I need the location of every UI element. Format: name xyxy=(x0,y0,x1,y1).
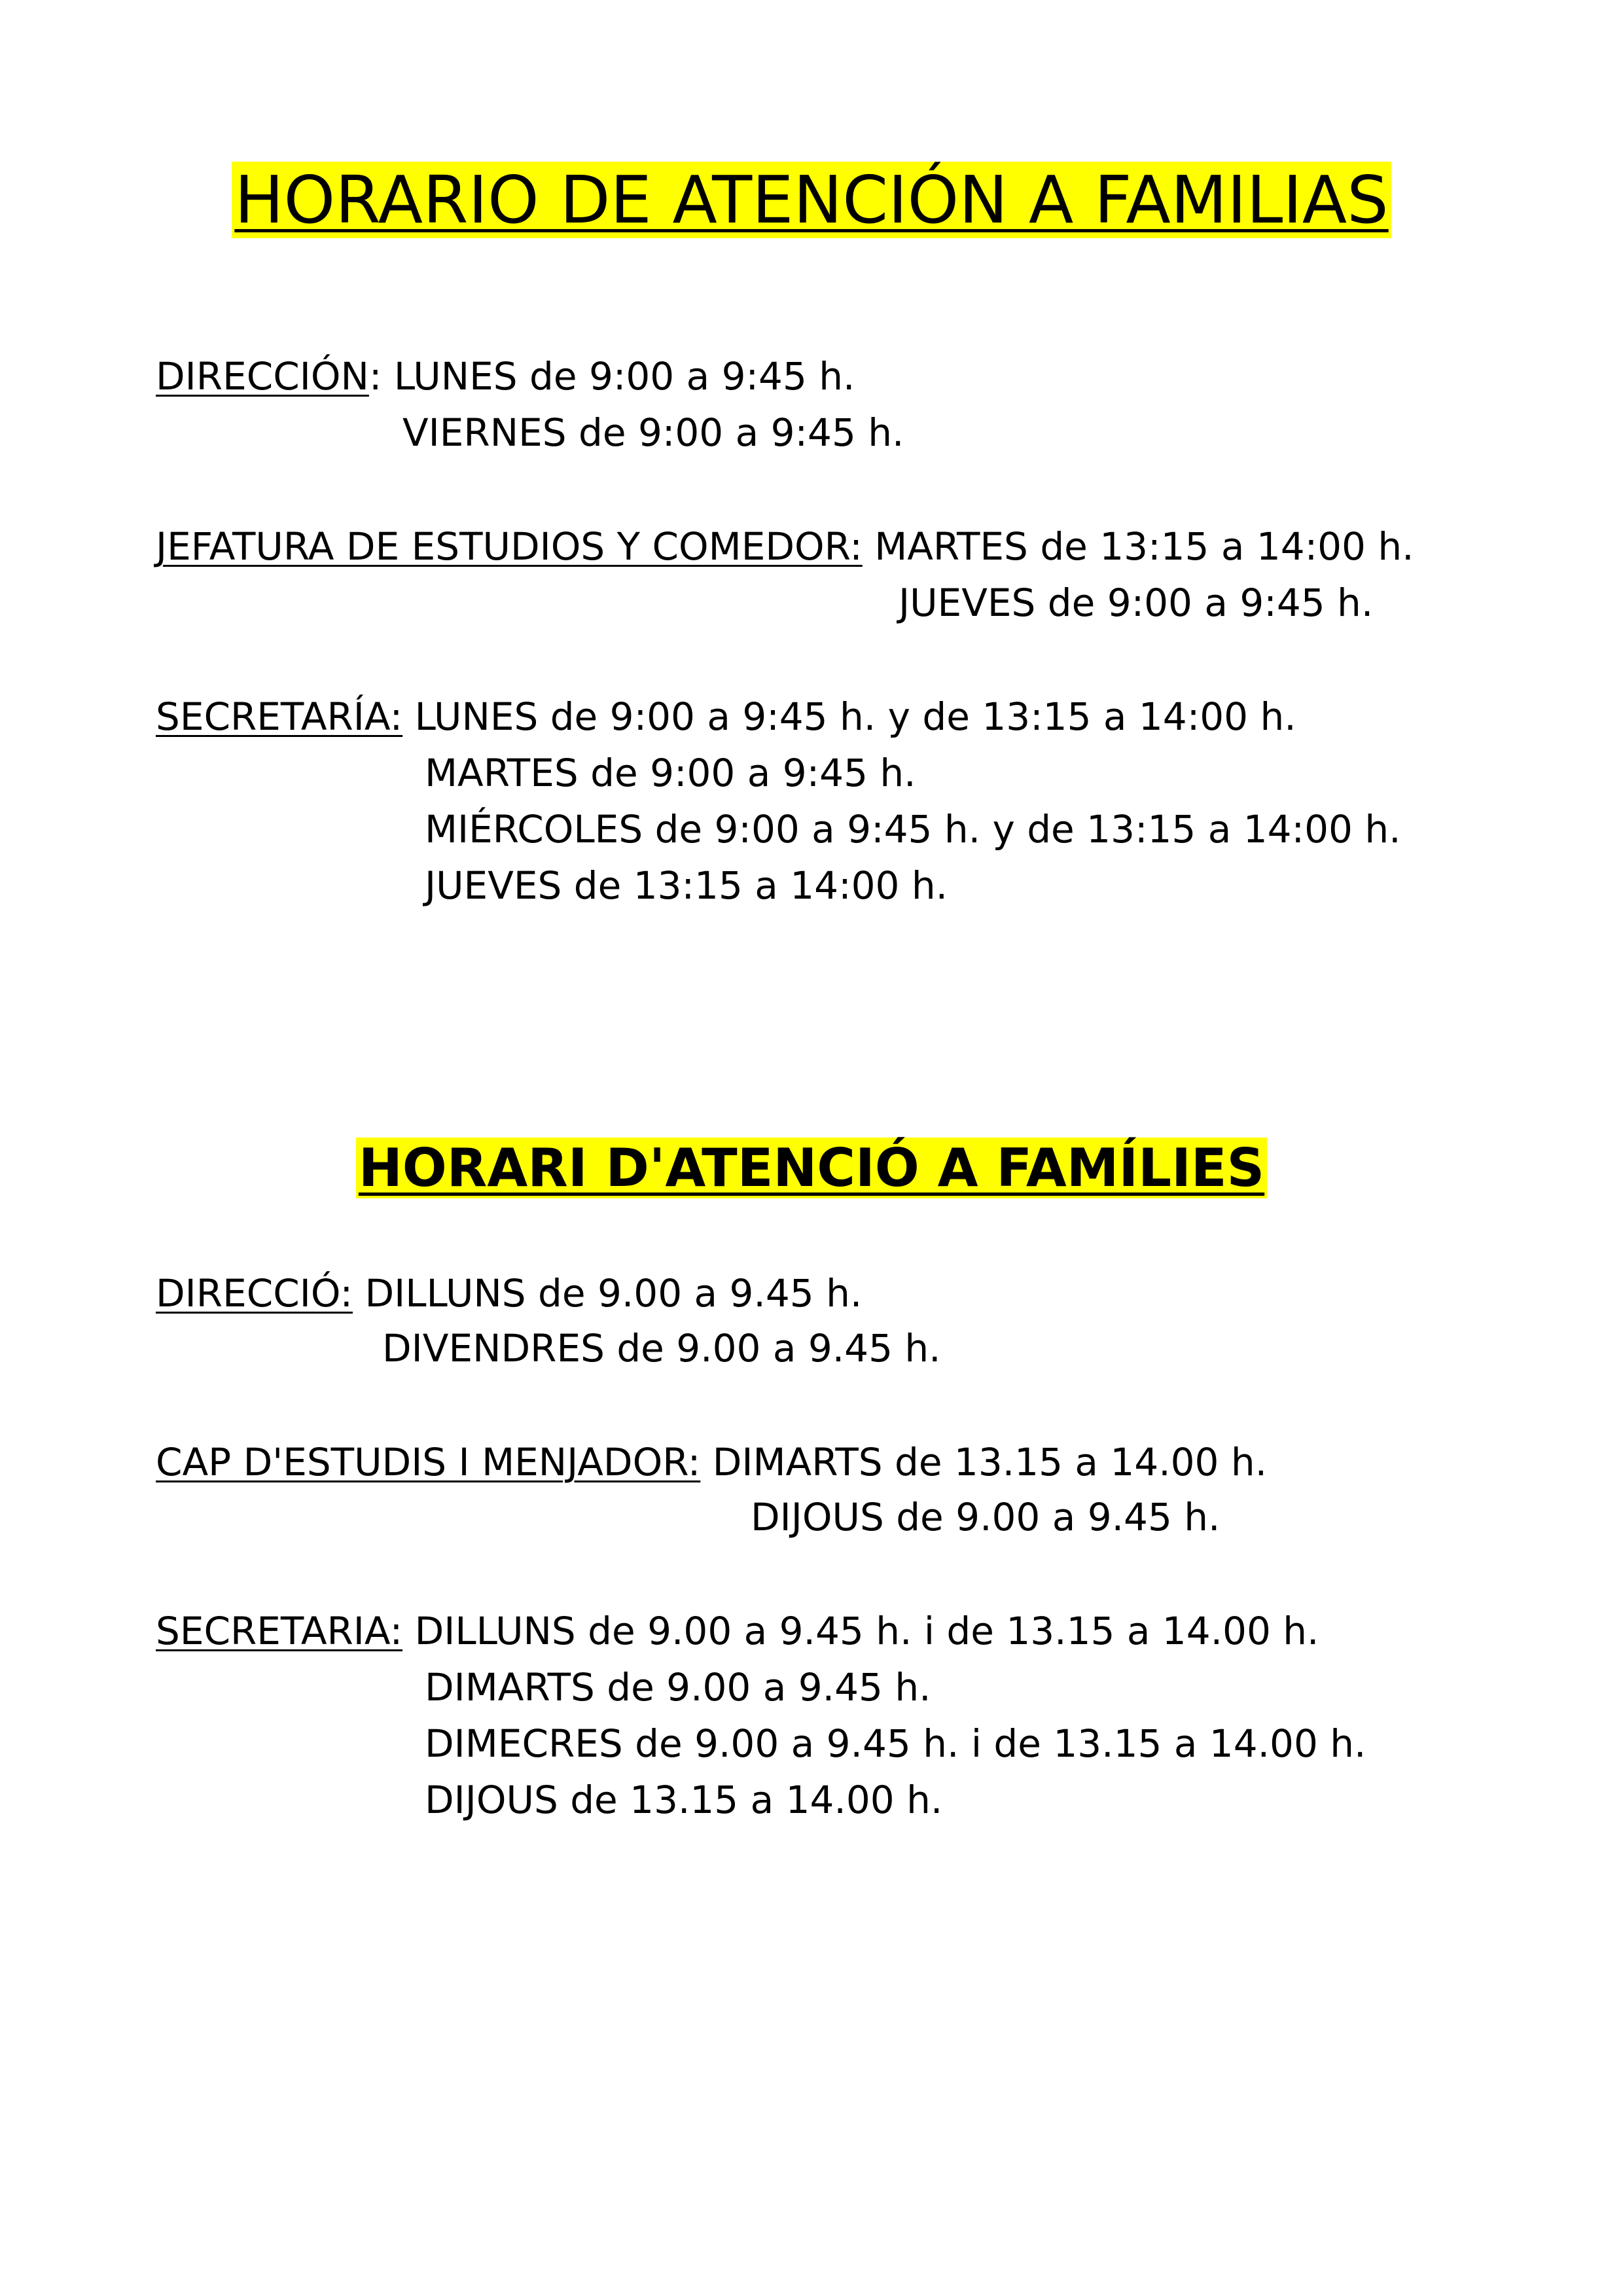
title-catalan xyxy=(0,1132,1623,1204)
direccio-row-1 xyxy=(156,1267,862,1319)
cap-row-1 xyxy=(156,1436,1267,1488)
jefatura-hours-1: MARTES de 13:15 a 14:00 h. xyxy=(874,524,1414,569)
secretaria-ca-hours-4: DIJOUS de 13.15 a 14.00 h. xyxy=(425,1778,943,1822)
direccion-row-1 xyxy=(156,350,855,403)
jefatura-hours-2: JUEVES de 9:00 a 9:45 h. xyxy=(899,581,1374,625)
cap-label: CAP D'ESTUDIS I MENJADOR: xyxy=(156,1440,701,1484)
title-spanish xyxy=(0,154,1623,246)
secretaria-row-4 xyxy=(425,859,948,912)
direccion-separator: : xyxy=(368,354,394,399)
jefatura-row-1 xyxy=(156,520,1414,573)
secretaria-ca-hours-1: DILLUNS de 9.00 a 9.45 h. i de 13.15 a 14.00 h. xyxy=(414,1609,1319,1653)
direccion-hours-1: LUNES de 9:00 a 9:45 h. xyxy=(393,354,855,399)
jefatura-row-2 xyxy=(899,577,1373,629)
secretaria-ca-row-4 xyxy=(425,1774,942,1826)
direccion-label: DIRECCIÓN xyxy=(156,354,369,399)
secretaria-ca-row-2 xyxy=(425,1661,931,1713)
direccio-hours-1: DILLUNS de 9.00 a 9.45 h. xyxy=(365,1271,863,1316)
direccio-hours-2: DIVENDRES de 9.00 a 9.45 h. xyxy=(382,1326,941,1371)
title-spanish-text: HORARIO DE ATENCIÓN A FAMILIAS xyxy=(232,162,1391,238)
direccio-row-2 xyxy=(382,1322,941,1374)
secretaria-hours-3: MIÉRCOLES de 9:00 a 9:45 h. y de 13:15 a 14:00 h. xyxy=(425,807,1401,852)
secretaria-ca-label: SECRETARIA: xyxy=(156,1609,403,1653)
secretaria-hours-1: LUNES de 9:00 a 9:45 h. y de 13:15 a 14:00 h. xyxy=(414,694,1296,739)
cap-hours-2: DIJOUS de 9.00 a 9.45 h. xyxy=(751,1495,1221,1539)
secretaria-ca-row-1 xyxy=(156,1605,1319,1657)
direccio-label: DIRECCIÓ: xyxy=(156,1271,353,1316)
secretaria-ca-hours-3: DIMECRES de 9.00 a 9.45 h. i de 13.15 a 14.00 h. xyxy=(425,1721,1366,1766)
secretaria-hours-2: MARTES de 9:00 a 9:45 h. xyxy=(425,751,916,795)
secretaria-ca-row-3 xyxy=(425,1717,1366,1770)
jefatura-label: JEFATURA DE ESTUDIOS Y COMEDOR: xyxy=(156,524,863,569)
cap-row-2 xyxy=(751,1491,1221,1543)
direccion-row-2 xyxy=(402,406,904,459)
secretaria-row-2 xyxy=(425,747,916,799)
secretaria-row-1 xyxy=(156,691,1296,743)
direccion-hours-2: VIERNES de 9:00 a 9:45 h. xyxy=(402,410,904,455)
cap-hours-1: DIMARTS de 13.15 a 14.00 h. xyxy=(712,1440,1268,1484)
secretaria-label: SECRETARÍA: xyxy=(156,694,403,739)
secretaria-hours-4: JUEVES de 13:15 a 14:00 h. xyxy=(425,863,948,908)
secretaria-row-3 xyxy=(425,803,1401,855)
secretaria-ca-hours-2: DIMARTS de 9.00 a 9.45 h. xyxy=(425,1665,931,1710)
title-catalan-text: HORARI D'ATENCIÓ A FAMÍLIES xyxy=(356,1138,1267,1198)
